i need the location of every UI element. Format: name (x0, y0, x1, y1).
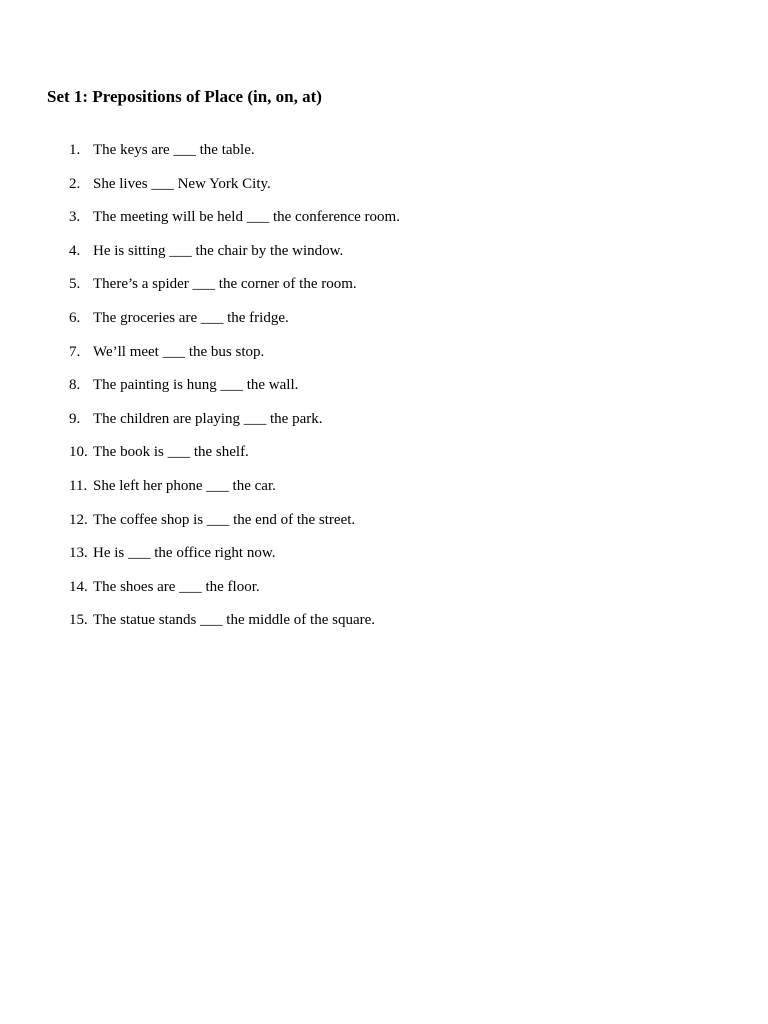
item-number: 8. (69, 377, 81, 394)
item-sentence: The book is ___ the shelf. (93, 444, 249, 461)
item-number: 10. (69, 444, 88, 461)
item-sentence: The statue stands ___ the middle of the square. (93, 612, 376, 629)
worksheet-title: Set 1: Prepositions of Place (in, on, at) (47, 87, 322, 106)
item-number: 3. (69, 209, 81, 226)
item-number: 9. (69, 410, 81, 427)
item-sentence: We’ll meet ___ the bus stop. (93, 343, 265, 360)
item-sentence: He is sitting ___ the chair by the window. (93, 242, 344, 259)
item-number: 2. (69, 175, 81, 192)
item-sentence: The keys are ___ the table. (93, 142, 255, 158)
item-number: 12. (69, 511, 88, 528)
item-sentence: She left her phone ___ the car. (93, 477, 276, 494)
item-number: 4. (69, 242, 81, 259)
item-number: 11. (69, 477, 88, 494)
item-sentence: The children are playing ___ the park. (93, 410, 323, 427)
item-sentence: The painting is hung ___ the wall. (93, 377, 299, 394)
item-sentence: There’s a spider ___ the corner of the room. (93, 276, 357, 293)
item-number: 7. (69, 343, 81, 360)
item-number: 1. (69, 142, 81, 158)
item-number: 6. (69, 309, 81, 326)
item-sentence: The groceries are ___ the fridge. (93, 309, 289, 326)
item-number: 13. (69, 545, 88, 562)
item-sentence: He is ___ the office right now. (93, 545, 276, 562)
item-sentence: The meeting will be held ___ the conference room. (93, 209, 400, 226)
item-sentence: She lives ___ New York City. (93, 175, 271, 192)
item-sentence: The coffee shop is ___ the end of the street. (93, 511, 356, 528)
item-number: 5. (69, 276, 81, 293)
item-sentence: The shoes are ___ the floor. (93, 578, 260, 595)
item-number: 15. (69, 612, 88, 629)
item-number: 14. (69, 578, 88, 595)
